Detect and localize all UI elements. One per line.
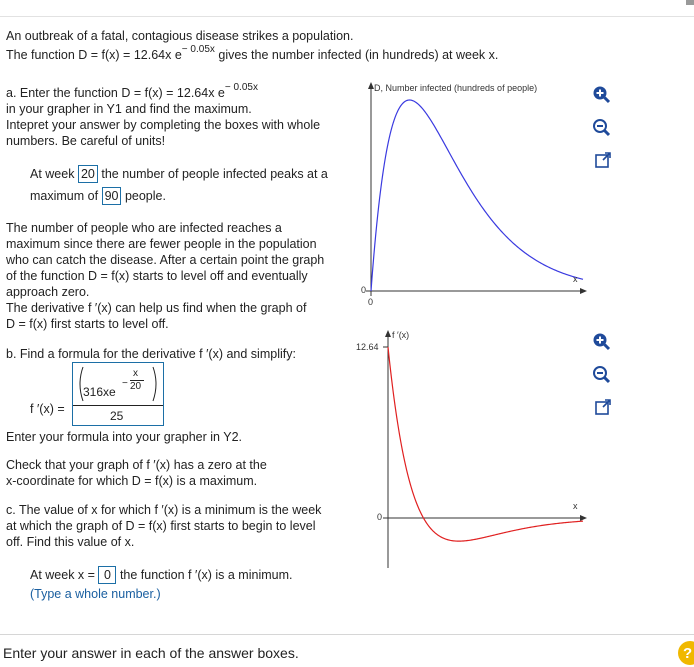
bottom-curve-series xyxy=(388,347,583,541)
part-a-line-4: numbers. Be careful of units! xyxy=(6,134,166,148)
explain-line-2: maximum since there are fewer people in the population xyxy=(6,237,317,251)
top-x-axis-label: x xyxy=(573,274,578,284)
peak-max-sentence xyxy=(30,187,166,205)
top-x-arrow xyxy=(580,288,587,294)
part-a-function-text: a. Enter the function D = f(x) = 12.64x e xyxy=(6,86,225,100)
numerator-exp-bottom: 20 xyxy=(130,381,142,392)
part-b-line-1: b. Find a formula for the derivative f ′(x) and simplify: xyxy=(6,347,296,361)
min-week-sentence xyxy=(30,566,292,584)
intro-exponent: − 0.05x xyxy=(181,44,215,55)
zoom-in-icon xyxy=(591,331,611,351)
part-a-line-1 xyxy=(6,82,258,100)
whole-number-hint: (Type a whole number.) xyxy=(30,587,161,601)
formula-fraction-bar xyxy=(73,405,163,406)
intro-line-2 xyxy=(6,44,499,62)
numerator-exp-top: x xyxy=(133,368,138,379)
top-popout-button[interactable] xyxy=(593,150,613,170)
popout-icon xyxy=(594,398,612,416)
peak-week-prefix: At week xyxy=(30,167,75,181)
explain-line-1: The number of people who are infected reaches a xyxy=(6,221,282,235)
help-button[interactable] xyxy=(678,641,694,665)
min-week-input[interactable]: 0 xyxy=(98,566,116,584)
top-chart-svg xyxy=(355,80,595,310)
explain-line-3: who can catch the disease. After a certain point the graph xyxy=(6,253,325,267)
check-line-1: Check that your graph of f ′(x) has a zero at the xyxy=(6,458,267,472)
numerator-exp-minus: − xyxy=(122,378,128,389)
top-origin-y-label: 0 xyxy=(361,285,367,295)
bottom-x-axis-label: x xyxy=(573,501,578,511)
min-week-suffix: the function f ′(x) is a minimum. xyxy=(119,568,293,582)
peak-max-prefix: maximum of xyxy=(30,189,99,203)
top-zoom-out-button[interactable] xyxy=(591,117,611,137)
bottom-chart-svg xyxy=(355,328,595,573)
zoom-out-icon xyxy=(591,364,611,384)
explain-line-5: approach zero. xyxy=(6,285,90,299)
part-a-exponent: − 0.05x xyxy=(224,82,258,93)
bottom-origin-y-label: 0 xyxy=(377,512,383,522)
bottom-chart xyxy=(355,328,595,573)
explain-line-6: The derivative f ′(x) can help us find when the graph of xyxy=(6,301,307,315)
top-zoom-in-button[interactable] xyxy=(591,84,611,104)
explain-line-4: of the function D = f(x) starts to level off and eventually xyxy=(6,269,308,283)
explain-line-7: D = f(x) first starts to level off. xyxy=(6,317,169,331)
numerator-main: 316xe xyxy=(83,385,116,399)
peak-week-suffix: the number of people infected peaks at a xyxy=(101,167,328,181)
bottom-divider xyxy=(0,634,694,635)
top-divider xyxy=(0,16,694,17)
help-glyph: ? xyxy=(683,644,693,662)
top-chart xyxy=(355,80,595,310)
bottom-zoom-out-button[interactable] xyxy=(591,364,611,384)
top-curve-series xyxy=(371,100,583,291)
top-origin-x-label: 0 xyxy=(368,297,374,307)
fprime-label: f ′(x) = xyxy=(30,402,65,416)
bottom-x-arrow xyxy=(580,515,587,521)
zoom-out-icon xyxy=(591,117,611,137)
denominator: 25 xyxy=(110,409,124,423)
bottom-zoom-in-button[interactable] xyxy=(591,331,611,351)
intro-function-desc: gives the number infected (in hundreds) at week x. xyxy=(214,48,499,62)
part-c-line-3: off. Find this value of x. xyxy=(6,535,135,549)
popout-icon xyxy=(594,151,612,169)
peak-week-sentence xyxy=(30,165,328,183)
footer-instruction: Enter your answer in each of the answer boxes. xyxy=(3,645,299,661)
part-c-line-2: at which the graph of D = f(x) first starts to begin to level xyxy=(6,519,316,533)
intro-function-text: The function D = f(x) = 12.64x e xyxy=(6,48,182,62)
intro-line-1: An outbreak of a fatal, contagious disease strikes a population. xyxy=(6,29,354,43)
grapher-instruction: Enter your formula into your grapher in Y2. xyxy=(6,430,243,444)
bottom-y-tick-label-1264: 12.64 xyxy=(356,342,379,352)
bottom-y-axis-label: f ′(x) xyxy=(392,330,410,340)
derivative-formula-input[interactable] xyxy=(72,362,164,426)
peak-max-input[interactable]: 90 xyxy=(102,187,122,205)
min-week-prefix: At week x = xyxy=(30,568,95,582)
bottom-popout-button[interactable] xyxy=(593,397,613,417)
peak-max-suffix: people. xyxy=(124,189,166,203)
peak-week-input[interactable]: 20 xyxy=(78,165,98,183)
zoom-in-icon xyxy=(591,84,611,104)
bottom-y-arrow xyxy=(385,330,391,337)
check-line-2: x-coordinate for which D = f(x) is a maximum. xyxy=(6,474,258,488)
part-a-line-2: in your grapher in Y1 and find the maximum. xyxy=(6,102,252,116)
part-c-line-1: c. The value of x for which f ′(x) is a minimum is the week xyxy=(6,503,322,517)
top-y-axis-label: D, Number infected (hundreds of people) xyxy=(374,83,538,93)
corner-fragment xyxy=(686,0,694,5)
part-a-line-3: Intepret your answer by completing the boxes with whole xyxy=(6,118,321,132)
